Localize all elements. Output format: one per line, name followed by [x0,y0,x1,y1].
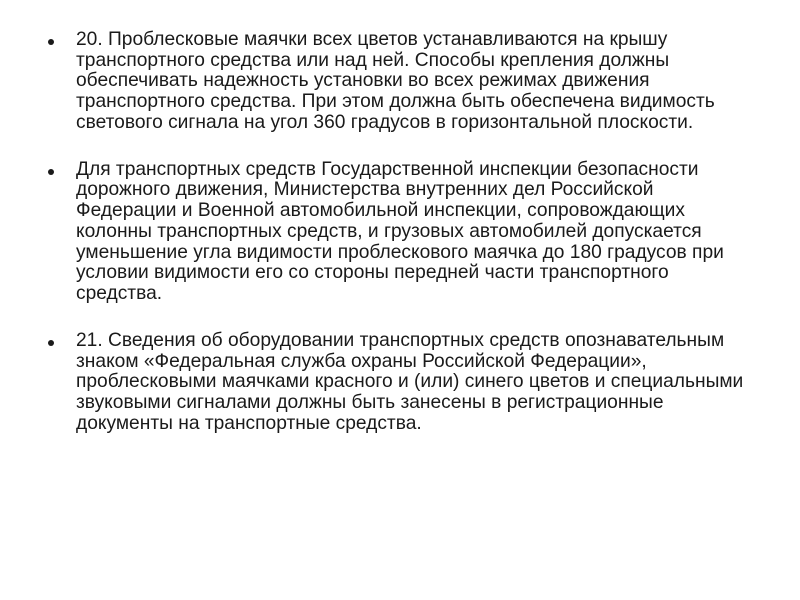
bullet-text: 20. Проблесковые маячки всех цветов устанавливаются на крышу транспортного средства или над ней. Способы крепления должны обеспечивать надежность установки во всех режимах движения транспортного средства. При этом должна быть обеспечена видимость светового сигнала на угол 360 градусов в горизонтальной плоскости. [76,29,715,133]
bullet-item-21 [48,331,756,435]
bullet-list [48,30,760,434]
bullet-item-gibdd [48,160,756,305]
bullet-item-20 [48,30,756,134]
bullet-dot-icon [48,169,54,175]
bullet-text: Для транспортных средств Государственной инспекции безопасности дорожного движения, Министерства внутренних дел Российской Федерации и Военной автомобильной инспекции, сопровождающих колонны транспортных средств, и грузовых автомобилей допускается уменьшение угла видимости проблескового маячка до 180 градусов при условии видимости его со стороны передней части транспортного средства. [76,158,724,305]
bullet-text: 21. Сведения об оборудовании транспортных средств опознавательным знаком «Федеральная служба охраны Российской Федерации», проблесковыми маячками красного и (или) синего цветов и специальными звуковыми сигналами должны быть занесены в регистрационные документы на транспортные средства. [76,329,744,434]
bullet-dot-icon [48,39,54,45]
bullet-dot-icon [48,340,54,346]
